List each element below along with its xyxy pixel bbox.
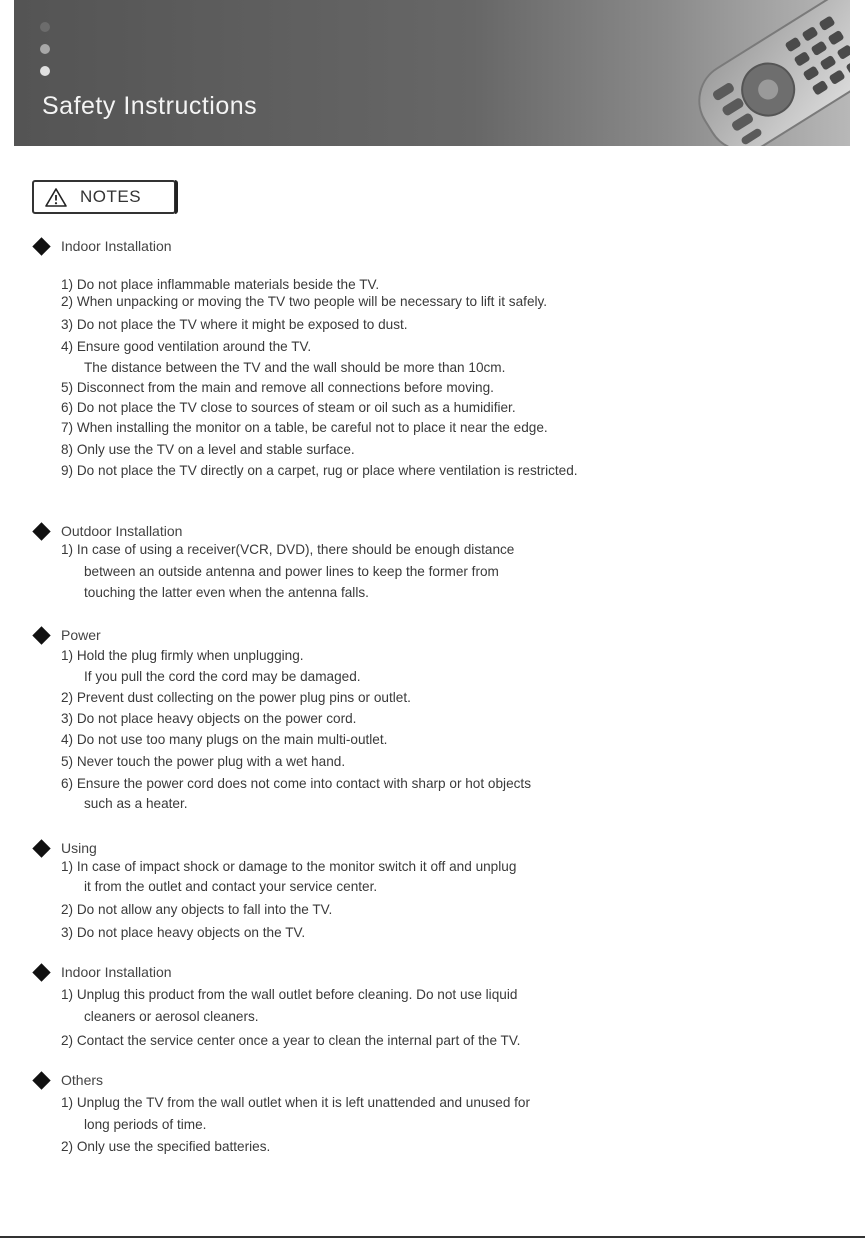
list-item: 3) Do not place heavy objects on the power cord.: [61, 711, 357, 726]
diamond-bullet-icon: [32, 963, 50, 981]
list-item: 1) Hold the plug firmly when unplugging.: [61, 648, 304, 663]
section-title: Using: [61, 840, 97, 856]
list-item: 2) When unpacking or moving the TV two people will be necessary to lift it safely.: [61, 294, 548, 309]
list-item: cleaners or aerosol cleaners.: [84, 1009, 259, 1024]
list-item: 6) Do not place the TV close to sources of steam or oil such as a humidifier.: [61, 400, 516, 415]
list-item: The distance between the TV and the wall should be more than 10cm.: [84, 360, 506, 375]
notes-box: [32, 180, 176, 214]
list-item: 1) Unplug this product from the wall outlet before cleaning. Do not use liquid: [61, 987, 518, 1002]
list-item: 5) Never touch the power plug with a wet hand.: [61, 754, 346, 769]
list-item: 3) Do not place heavy objects on the TV.: [61, 925, 306, 940]
list-item: 4) Do not use too many plugs on the main multi-outlet.: [61, 732, 388, 747]
section-title: Indoor Installation: [61, 238, 172, 254]
list-item: 1) Unplug the TV from the wall outlet when it is left unattended and unused for: [61, 1095, 531, 1110]
list-item: it from the outlet and contact your service center.: [84, 879, 378, 894]
remote-control-icon: [654, 0, 850, 146]
section-heading: [32, 964, 172, 980]
list-item: 2) Do not allow any objects to fall into the TV.: [61, 902, 333, 917]
notes-label: NOTES: [80, 187, 142, 206]
decor-dot-icon: [40, 44, 50, 54]
section-title: Outdoor Installation: [61, 523, 183, 539]
section-title: Others: [61, 1072, 104, 1088]
list-item: 3) Do not place the TV where it might be exposed to dust.: [61, 317, 408, 332]
footer-divider: [0, 1236, 865, 1238]
diamond-bullet-icon: [32, 1071, 50, 1089]
list-item: 9) Do not place the TV directly on a carpet, rug or place where ventilation is restricted.: [61, 463, 578, 478]
section-title: Power: [61, 627, 101, 643]
list-item: touching the latter even when the antenna falls.: [84, 585, 369, 600]
list-item: 5) Disconnect from the main and remove all connections before moving.: [61, 380, 494, 395]
section-heading: [32, 238, 172, 254]
list-item: 7) When installing the monitor on a table, be careful not to place it near the edge.: [61, 420, 548, 435]
section-heading: [32, 1072, 103, 1088]
list-item: such as a heater.: [84, 796, 188, 811]
list-item: 2) Prevent dust collecting on the power plug pins or outlet.: [61, 690, 411, 705]
section-heading: [32, 840, 97, 856]
list-item: 1) Do not place inflammable materials beside the TV.: [61, 277, 380, 292]
decor-dot-icon: [40, 22, 50, 32]
section-title: Indoor Installation: [61, 964, 172, 980]
page-title: Safety Instructions: [42, 92, 258, 120]
list-item: 2) Contact the service center once a year to clean the internal part of the TV.: [61, 1033, 521, 1048]
diamond-bullet-icon: [32, 839, 50, 857]
list-item: 1) In case of impact shock or damage to the monitor switch it off and unplug: [61, 859, 517, 874]
diamond-bullet-icon: [32, 237, 50, 255]
list-item: 8) Only use the TV on a level and stable surface.: [61, 442, 355, 457]
warning-triangle-icon: [44, 187, 68, 207]
decor-dot-icon: [40, 66, 50, 76]
section-heading: [32, 627, 101, 643]
section-heading: [32, 523, 182, 539]
diamond-bullet-icon: [32, 522, 50, 540]
list-item: 6) Ensure the power cord does not come into contact with sharp or hot objects: [61, 776, 531, 791]
notes-bracket: [170, 180, 178, 214]
list-item: 1) In case of using a receiver(VCR, DVD), there should be enough distance: [61, 542, 515, 557]
list-item: If you pull the cord the cord may be damaged.: [84, 669, 361, 684]
list-item: between an outside antenna and power lines to keep the former from: [84, 564, 499, 579]
list-item: 2) Only use the specified batteries.: [61, 1139, 271, 1154]
list-item: 4) Ensure good ventilation around the TV.: [61, 339, 312, 354]
diamond-bullet-icon: [32, 626, 50, 644]
header-banner: [14, 0, 850, 146]
list-item: long periods of time.: [84, 1117, 207, 1132]
